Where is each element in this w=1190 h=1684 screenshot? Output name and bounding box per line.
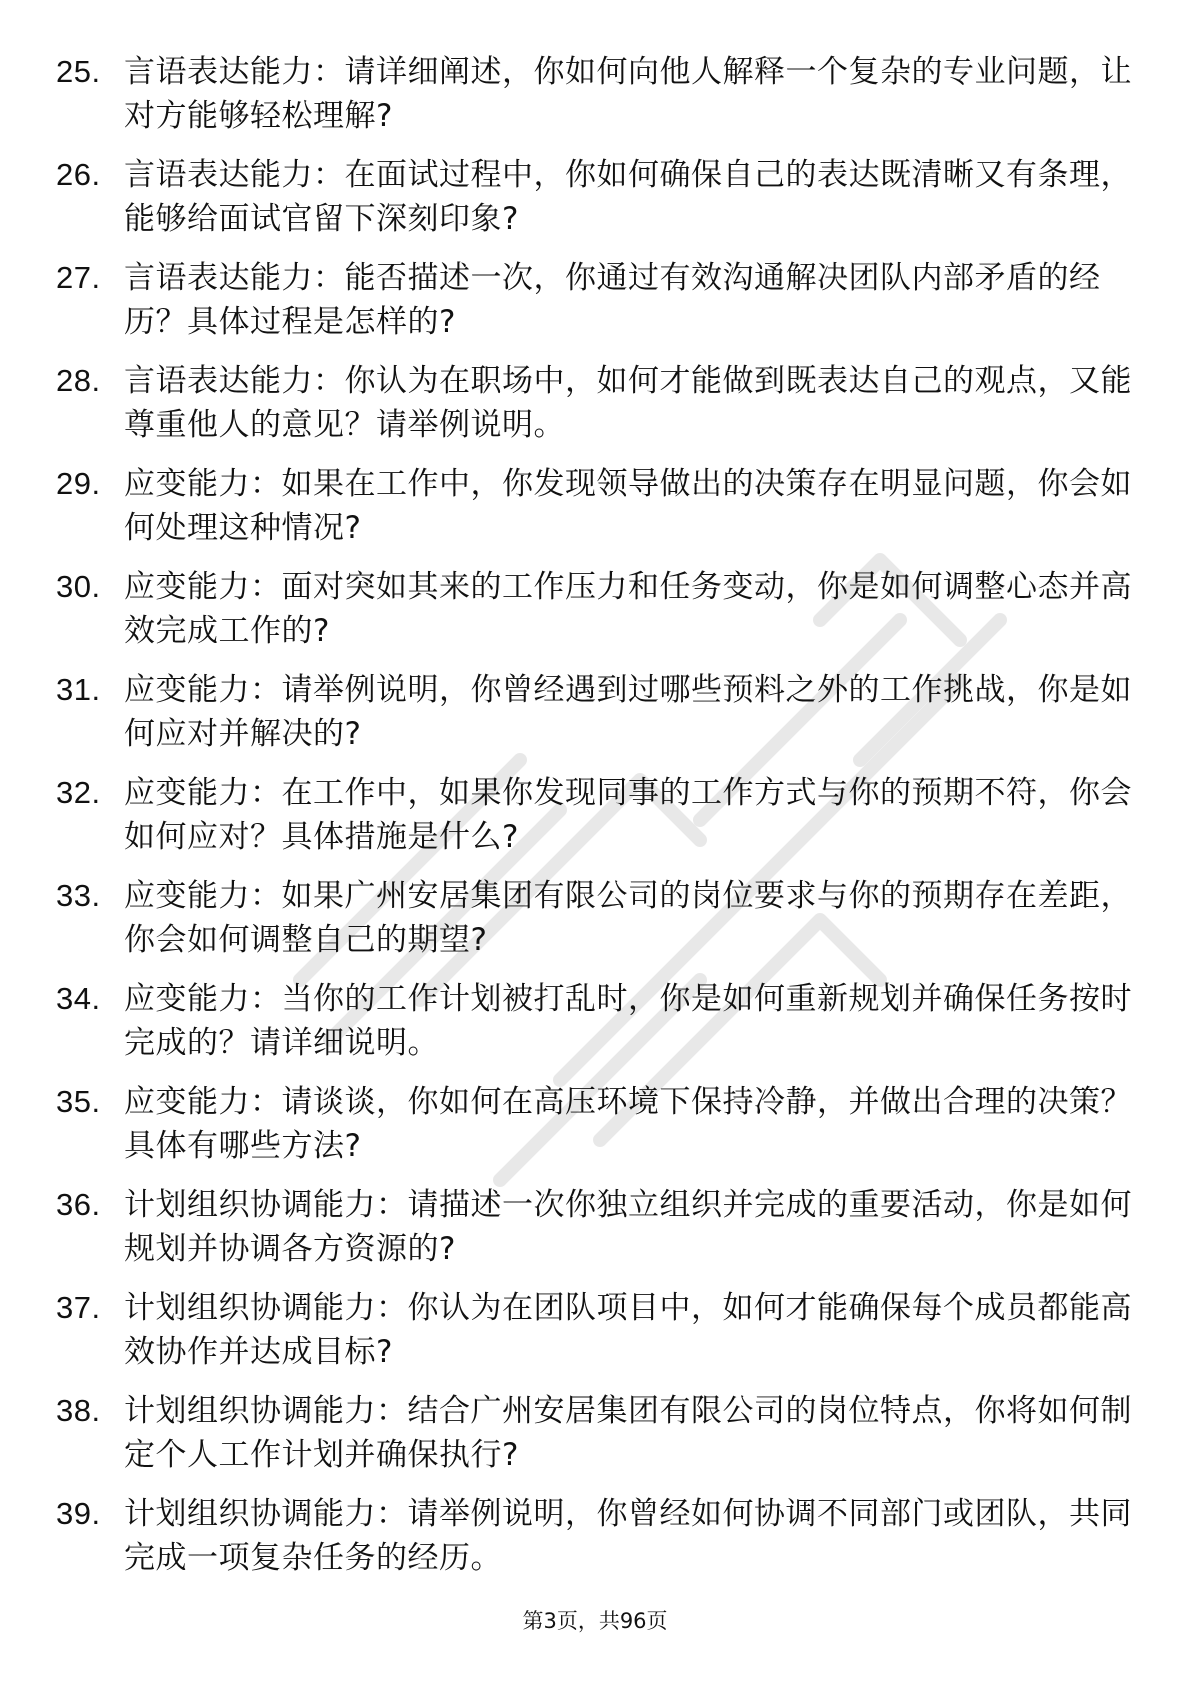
question-item xyxy=(56,1492,1136,1580)
question-item xyxy=(56,50,1136,138)
question-number: 31. xyxy=(56,672,101,707)
question-number: 33. xyxy=(56,878,101,913)
question-text: 应变能力：请谈谈，你如何在高压环境下保持冷静，并做出合理的决策？具体有哪些方法? xyxy=(124,1084,1132,1164)
question-text: 计划组织协调能力：结合广州安居集团有限公司的岗位特点，你将如何制定个人工作计划并确保执行? xyxy=(124,1393,1132,1473)
question-number: 25. xyxy=(56,54,101,89)
question-item xyxy=(56,771,1136,859)
question-item xyxy=(56,256,1136,344)
question-text: 应变能力：面对突如其来的工作压力和任务变动，你是如何调整心态并高效完成工作的? xyxy=(124,569,1132,649)
question-number: 36. xyxy=(56,1187,101,1222)
question-text: 应变能力：如果广州安居集团有限公司的岗位要求与你的预期存在差距，你会如何调整自己的期望? xyxy=(124,878,1132,958)
question-list xyxy=(56,50,1136,1595)
question-text: 应变能力：请举例说明，你曾经遇到过哪些预料之外的工作挑战，你是如何应对并解决的? xyxy=(124,672,1132,752)
question-text: 言语表达能力：能否描述一次，你通过有效沟通解决团队内部矛盾的经历？具体过程是怎样的? xyxy=(124,260,1101,340)
question-text: 言语表达能力：请详细阐述，你如何向他人解释一个复杂的专业问题，让对方能够轻松理解? xyxy=(124,54,1132,134)
question-text: 计划组织协调能力：你认为在团队项目中，如何才能确保每个成员都能高效协作并达成目标? xyxy=(124,1290,1132,1370)
question-item xyxy=(56,462,1136,550)
question-item xyxy=(56,977,1136,1065)
question-item xyxy=(56,874,1136,962)
question-number: 34. xyxy=(56,981,101,1016)
question-text: 应变能力：如果在工作中，你发现领导做出的决策存在明显问题，你会如何处理这种情况? xyxy=(124,466,1132,546)
question-text: 计划组织协调能力：请描述一次你独立组织并完成的重要活动，你是如何规划并协调各方资源的? xyxy=(124,1187,1132,1267)
question-item xyxy=(56,1080,1136,1168)
question-item xyxy=(56,1183,1136,1271)
question-item xyxy=(56,1389,1136,1477)
question-item xyxy=(56,668,1136,756)
question-number: 30. xyxy=(56,569,101,604)
question-item xyxy=(56,565,1136,653)
question-number: 32. xyxy=(56,775,101,810)
question-text: 言语表达能力：在面试过程中，你如何确保自己的表达既清晰又有条理，能够给面试官留下深刻印象? xyxy=(124,157,1132,237)
question-item xyxy=(56,359,1136,447)
question-number: 28. xyxy=(56,363,101,398)
question-number: 39. xyxy=(56,1496,101,1531)
question-text: 计划组织协调能力：请举例说明，你曾经如何协调不同部门或团队，共同完成一项复杂任务的经历。 xyxy=(124,1496,1132,1576)
question-number: 26. xyxy=(56,157,101,192)
question-text: 应变能力：当你的工作计划被打乱时，你是如何重新规划并确保任务按时完成的？请详细说明。 xyxy=(124,981,1132,1061)
question-text: 应变能力：在工作中，如果你发现同事的工作方式与你的预期不符，你会如何应对？具体措施是什么? xyxy=(124,775,1132,855)
question-number: 35. xyxy=(56,1084,101,1119)
question-number: 38. xyxy=(56,1393,101,1428)
question-item xyxy=(56,153,1136,241)
question-text: 言语表达能力：你认为在职场中，如何才能做到既表达自己的观点，又能尊重他人的意见？请举例说明。 xyxy=(124,363,1132,443)
question-number: 29. xyxy=(56,466,101,501)
question-item xyxy=(56,1286,1136,1374)
page-footer: 第3页，共96页 xyxy=(522,1609,668,1633)
question-number: 27. xyxy=(56,260,101,295)
question-number: 37. xyxy=(56,1290,101,1325)
